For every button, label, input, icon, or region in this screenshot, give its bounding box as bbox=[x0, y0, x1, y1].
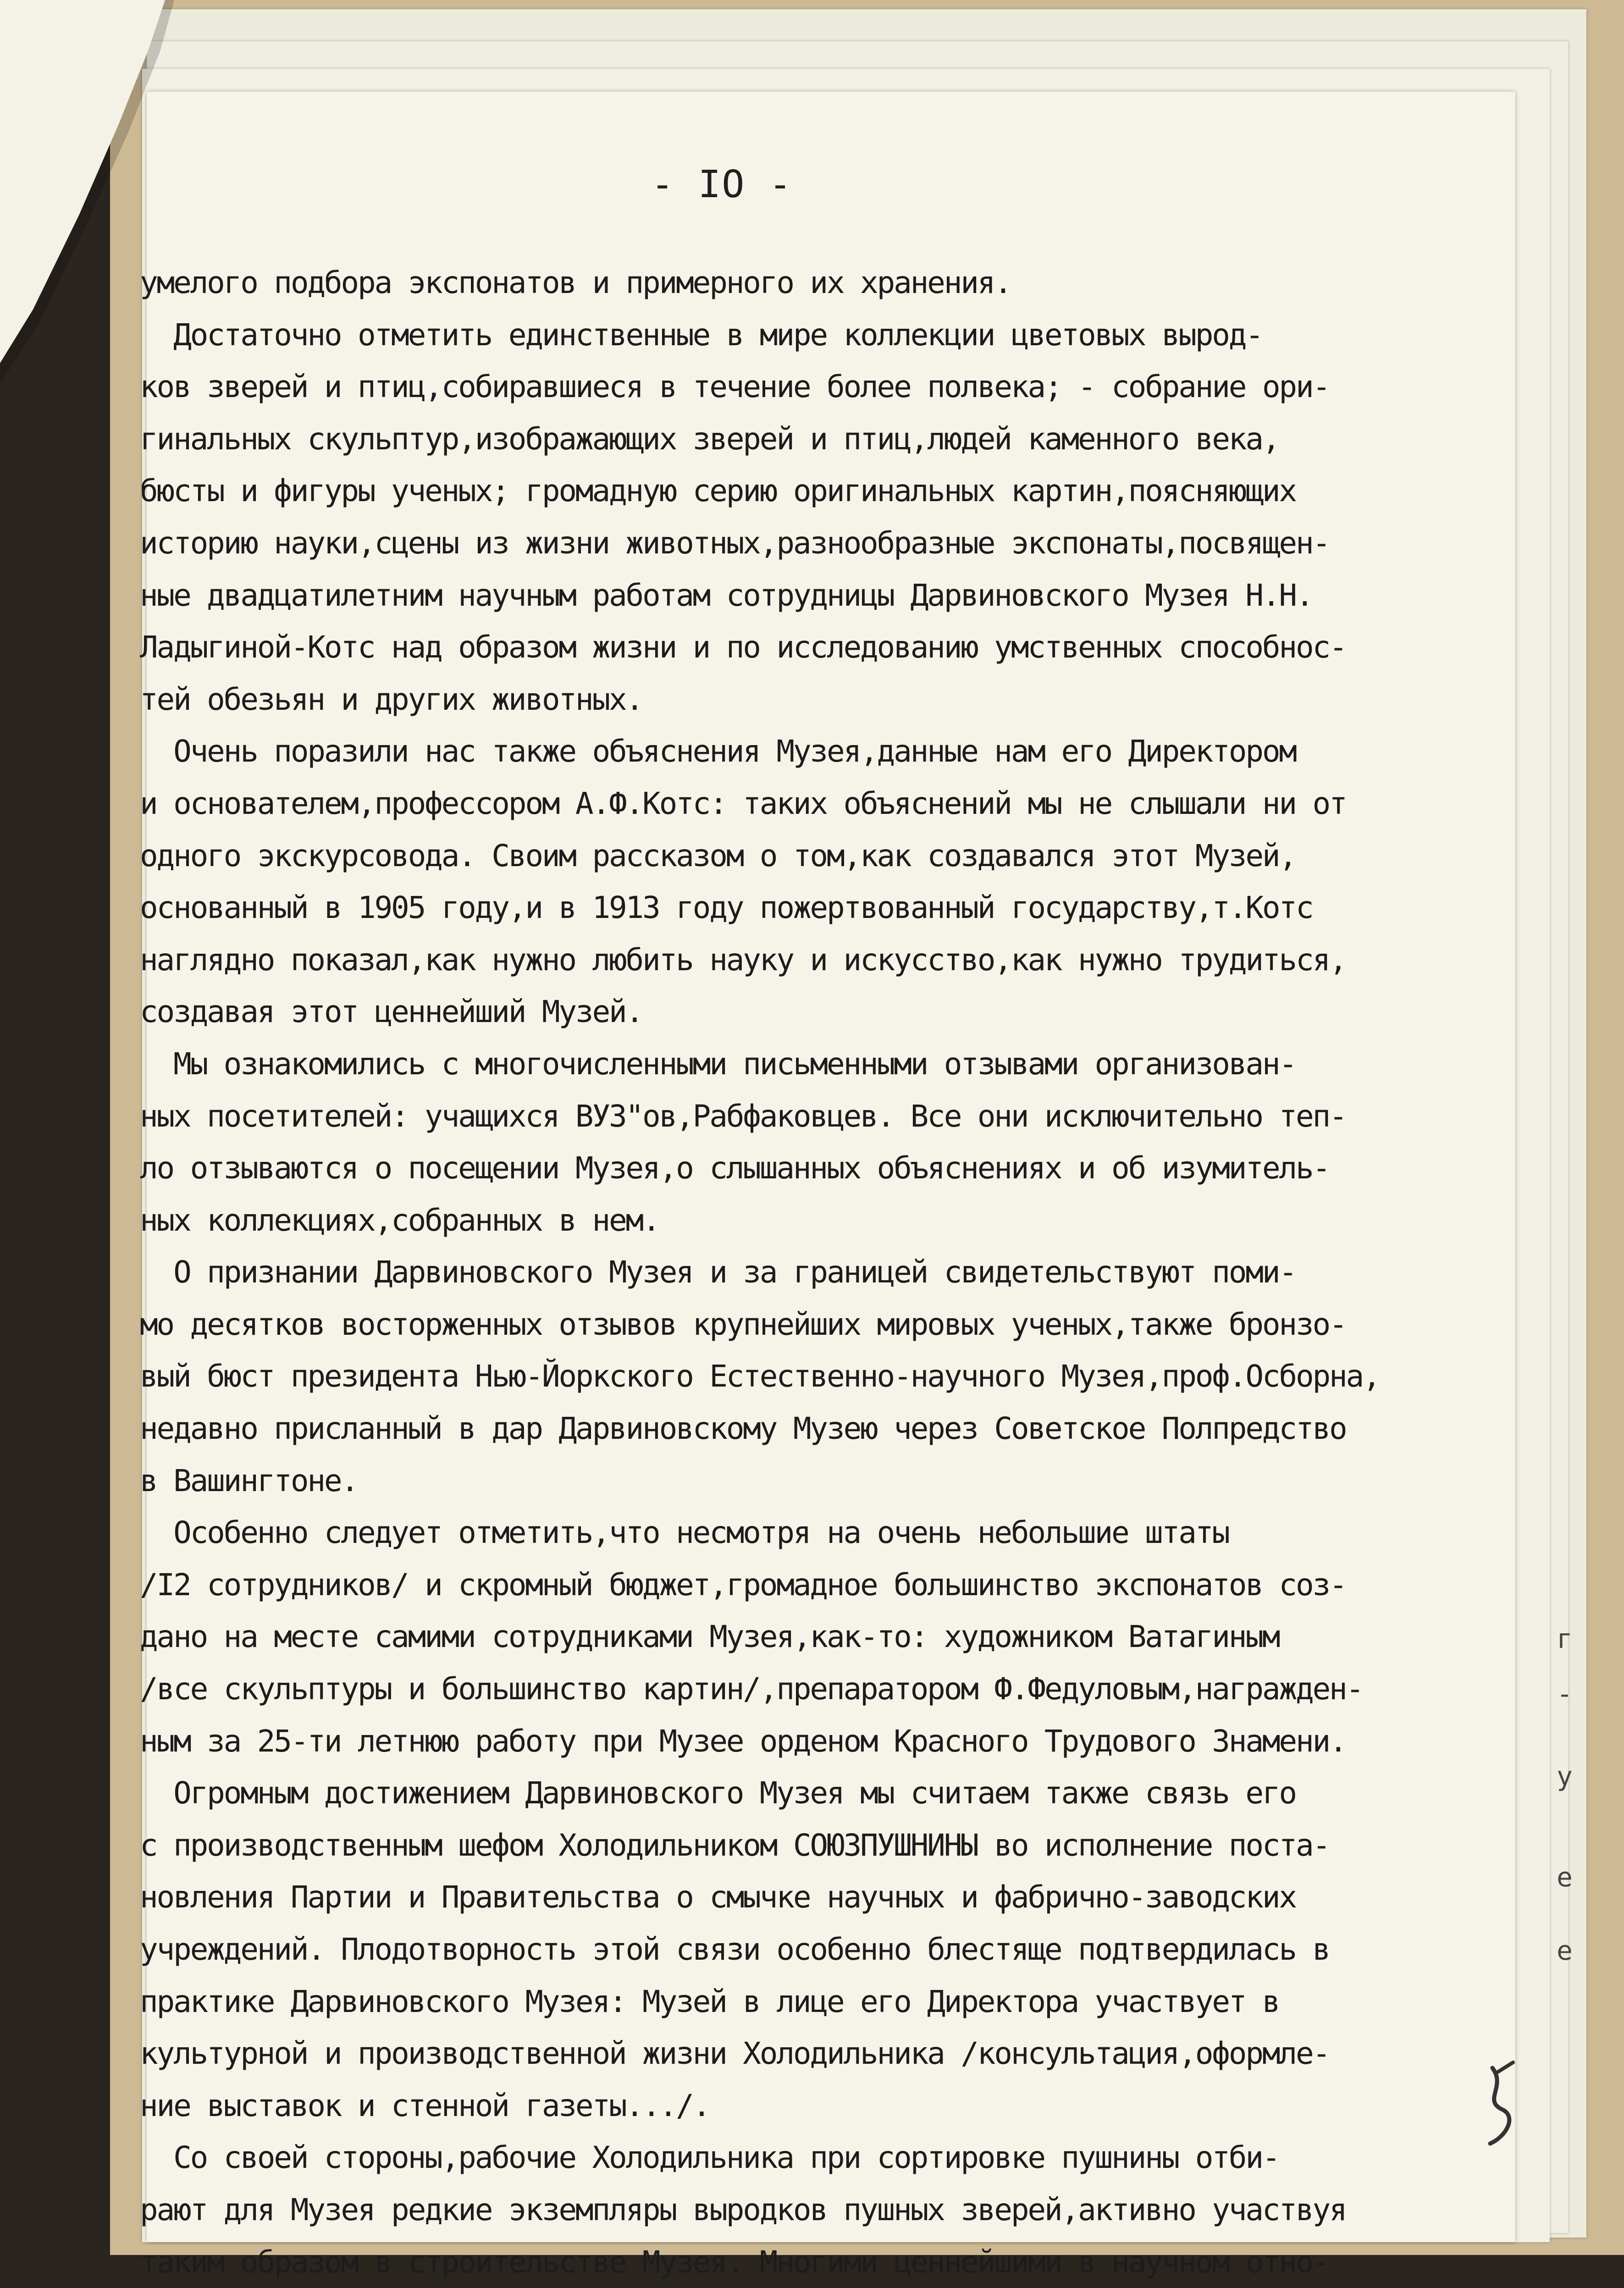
text-line: ных коллекциях,собранных в нем. bbox=[140, 1202, 659, 1238]
text-line: ных посетителей: учащихся ВУЗ"ов,Рабфаковцев. Все они исключительно теп- bbox=[140, 1098, 1346, 1134]
text-line: ным за 25-ти летнюю работу при Музее орденом Красного Трудового Знамени. bbox=[140, 1723, 1346, 1759]
text-line: рают для Музея редкие экземпляры выродков пушных зверей,активно участвуя bbox=[140, 2192, 1346, 2227]
text-line: новления Партии и Правительства о смычке научных и фабрично-заводских bbox=[140, 1879, 1296, 1915]
text-line: практике Дарвиновского Музея: Музей в лице его Директора участвует в bbox=[140, 1984, 1279, 2019]
margin-mark: г bbox=[1557, 1623, 1573, 1654]
text-line: культурной и производственной жизни Холодильника /консультация,оформле- bbox=[140, 2036, 1330, 2072]
text-line: /I2 сотрудников/ и скромный бюджет,громадное большинство экспонатов соз- bbox=[140, 1567, 1346, 1603]
page-number: - IO - bbox=[651, 163, 793, 206]
text-line: основанный в 1905 году,и в 1913 году пожертвованный государству,т.Котс bbox=[140, 890, 1313, 926]
text-line: Мы ознакомились с многочисленными письменными отзывами организован- bbox=[140, 1046, 1296, 1082]
typewritten-body bbox=[140, 257, 1511, 2288]
margin-mark: - bbox=[1557, 1678, 1573, 1709]
text-line: одного экскурсовода. Своим рассказом о том,как создавался этот Музей, bbox=[140, 838, 1296, 873]
text-line: /все скульптуры и большинство картин/,препаратором Ф.Федуловым,награжден- bbox=[140, 1671, 1363, 1707]
text-line: недавно присланный в дар Дарвиновскому Музею через Советское Полпредство bbox=[140, 1411, 1346, 1447]
text-line: мо десятков восторженных отзывов крупнейших мировых ученых,также бронзо- bbox=[140, 1306, 1346, 1342]
text-line: ние выставок и стенной газеты.../. bbox=[140, 2088, 710, 2123]
margin-mark: е bbox=[1557, 1862, 1573, 1893]
text-line: умелого подбора экспонатов и примерного их хранения. bbox=[140, 265, 1011, 300]
text-line: в Вашингтоне. bbox=[140, 1463, 358, 1498]
text-line: Достаточно отметить единственные в мире коллекции цветовых вырод- bbox=[140, 317, 1262, 353]
text-line: с производственным шефом Холодильником СОЮЗПУШНИНЫ во исполнение поста- bbox=[140, 1827, 1330, 1863]
text-line: Очень поразили нас также объяснения Музея,данные нам его Директором bbox=[140, 734, 1296, 769]
text-line: историю науки,сцены из жизни животных,разнообразные экспонаты,посвящен- bbox=[140, 525, 1330, 561]
margin-mark: у bbox=[1557, 1761, 1573, 1792]
text-line: Особенно следует отметить,что несмотря на очень небольшие штаты bbox=[140, 1515, 1229, 1551]
text-line: Огромным достижением Дарвиновского Музея мы считаем также связь его bbox=[140, 1775, 1296, 1811]
text-line: ло отзываются о посещении Музея,о слышанных объяснениях и об изумитель- bbox=[140, 1150, 1330, 1186]
text-line: дано на месте самими сотрудниками Музея,как-то: художником Ватагиным bbox=[140, 1619, 1279, 1655]
text-line: таким образом в строительстве Музея. Многими ценнейшими в научном отно- bbox=[140, 2244, 1330, 2280]
text-line: тей обезьян и других животных. bbox=[140, 681, 643, 717]
text-line: создавая этот ценнейший Музей. bbox=[140, 994, 643, 1030]
handwritten-folio-mark bbox=[1474, 2059, 1534, 2150]
text-line: вый бюст президента Нью-Йоркского Естественно-научного Музея,проф.Осборна, bbox=[140, 1359, 1380, 1394]
text-line: гинальных скульптур,изображающих зверей и птиц,людей каменного века, bbox=[140, 421, 1279, 457]
text-line: Со своей стороны,рабочие Холодильника при сортировке пушнины отби- bbox=[140, 2140, 1279, 2176]
text-line: бюсты и фигуры ученых; громадную серию оригинальных картин,поясняющих bbox=[140, 473, 1296, 509]
text-line: Ладыгиной-Котс над образом жизни и по исследованию умственных способнос- bbox=[140, 630, 1346, 665]
text-line: наглядно показал,как нужно любить науку и искусство,как нужно трудиться, bbox=[140, 942, 1346, 978]
text-line: О признании Дарвиновского Музея и за границей свидетельствуют поми- bbox=[140, 1255, 1296, 1290]
text-line: ков зверей и птиц,собиравшиеся в течение более полвека; - собрание ори- bbox=[140, 369, 1330, 405]
text-line: и основателем,профессором А.Ф.Котс: таких объяснений мы не слышали ни от bbox=[140, 785, 1346, 821]
text-line: ные двадцатилетним научным работам сотрудницы Дарвиновского Музея Н.Н. bbox=[140, 577, 1313, 613]
margin-mark: е bbox=[1557, 1935, 1573, 1966]
text-line: учреждений. Плодотворность этой связи особенно блестяще подтвердилась в bbox=[140, 1932, 1330, 1967]
